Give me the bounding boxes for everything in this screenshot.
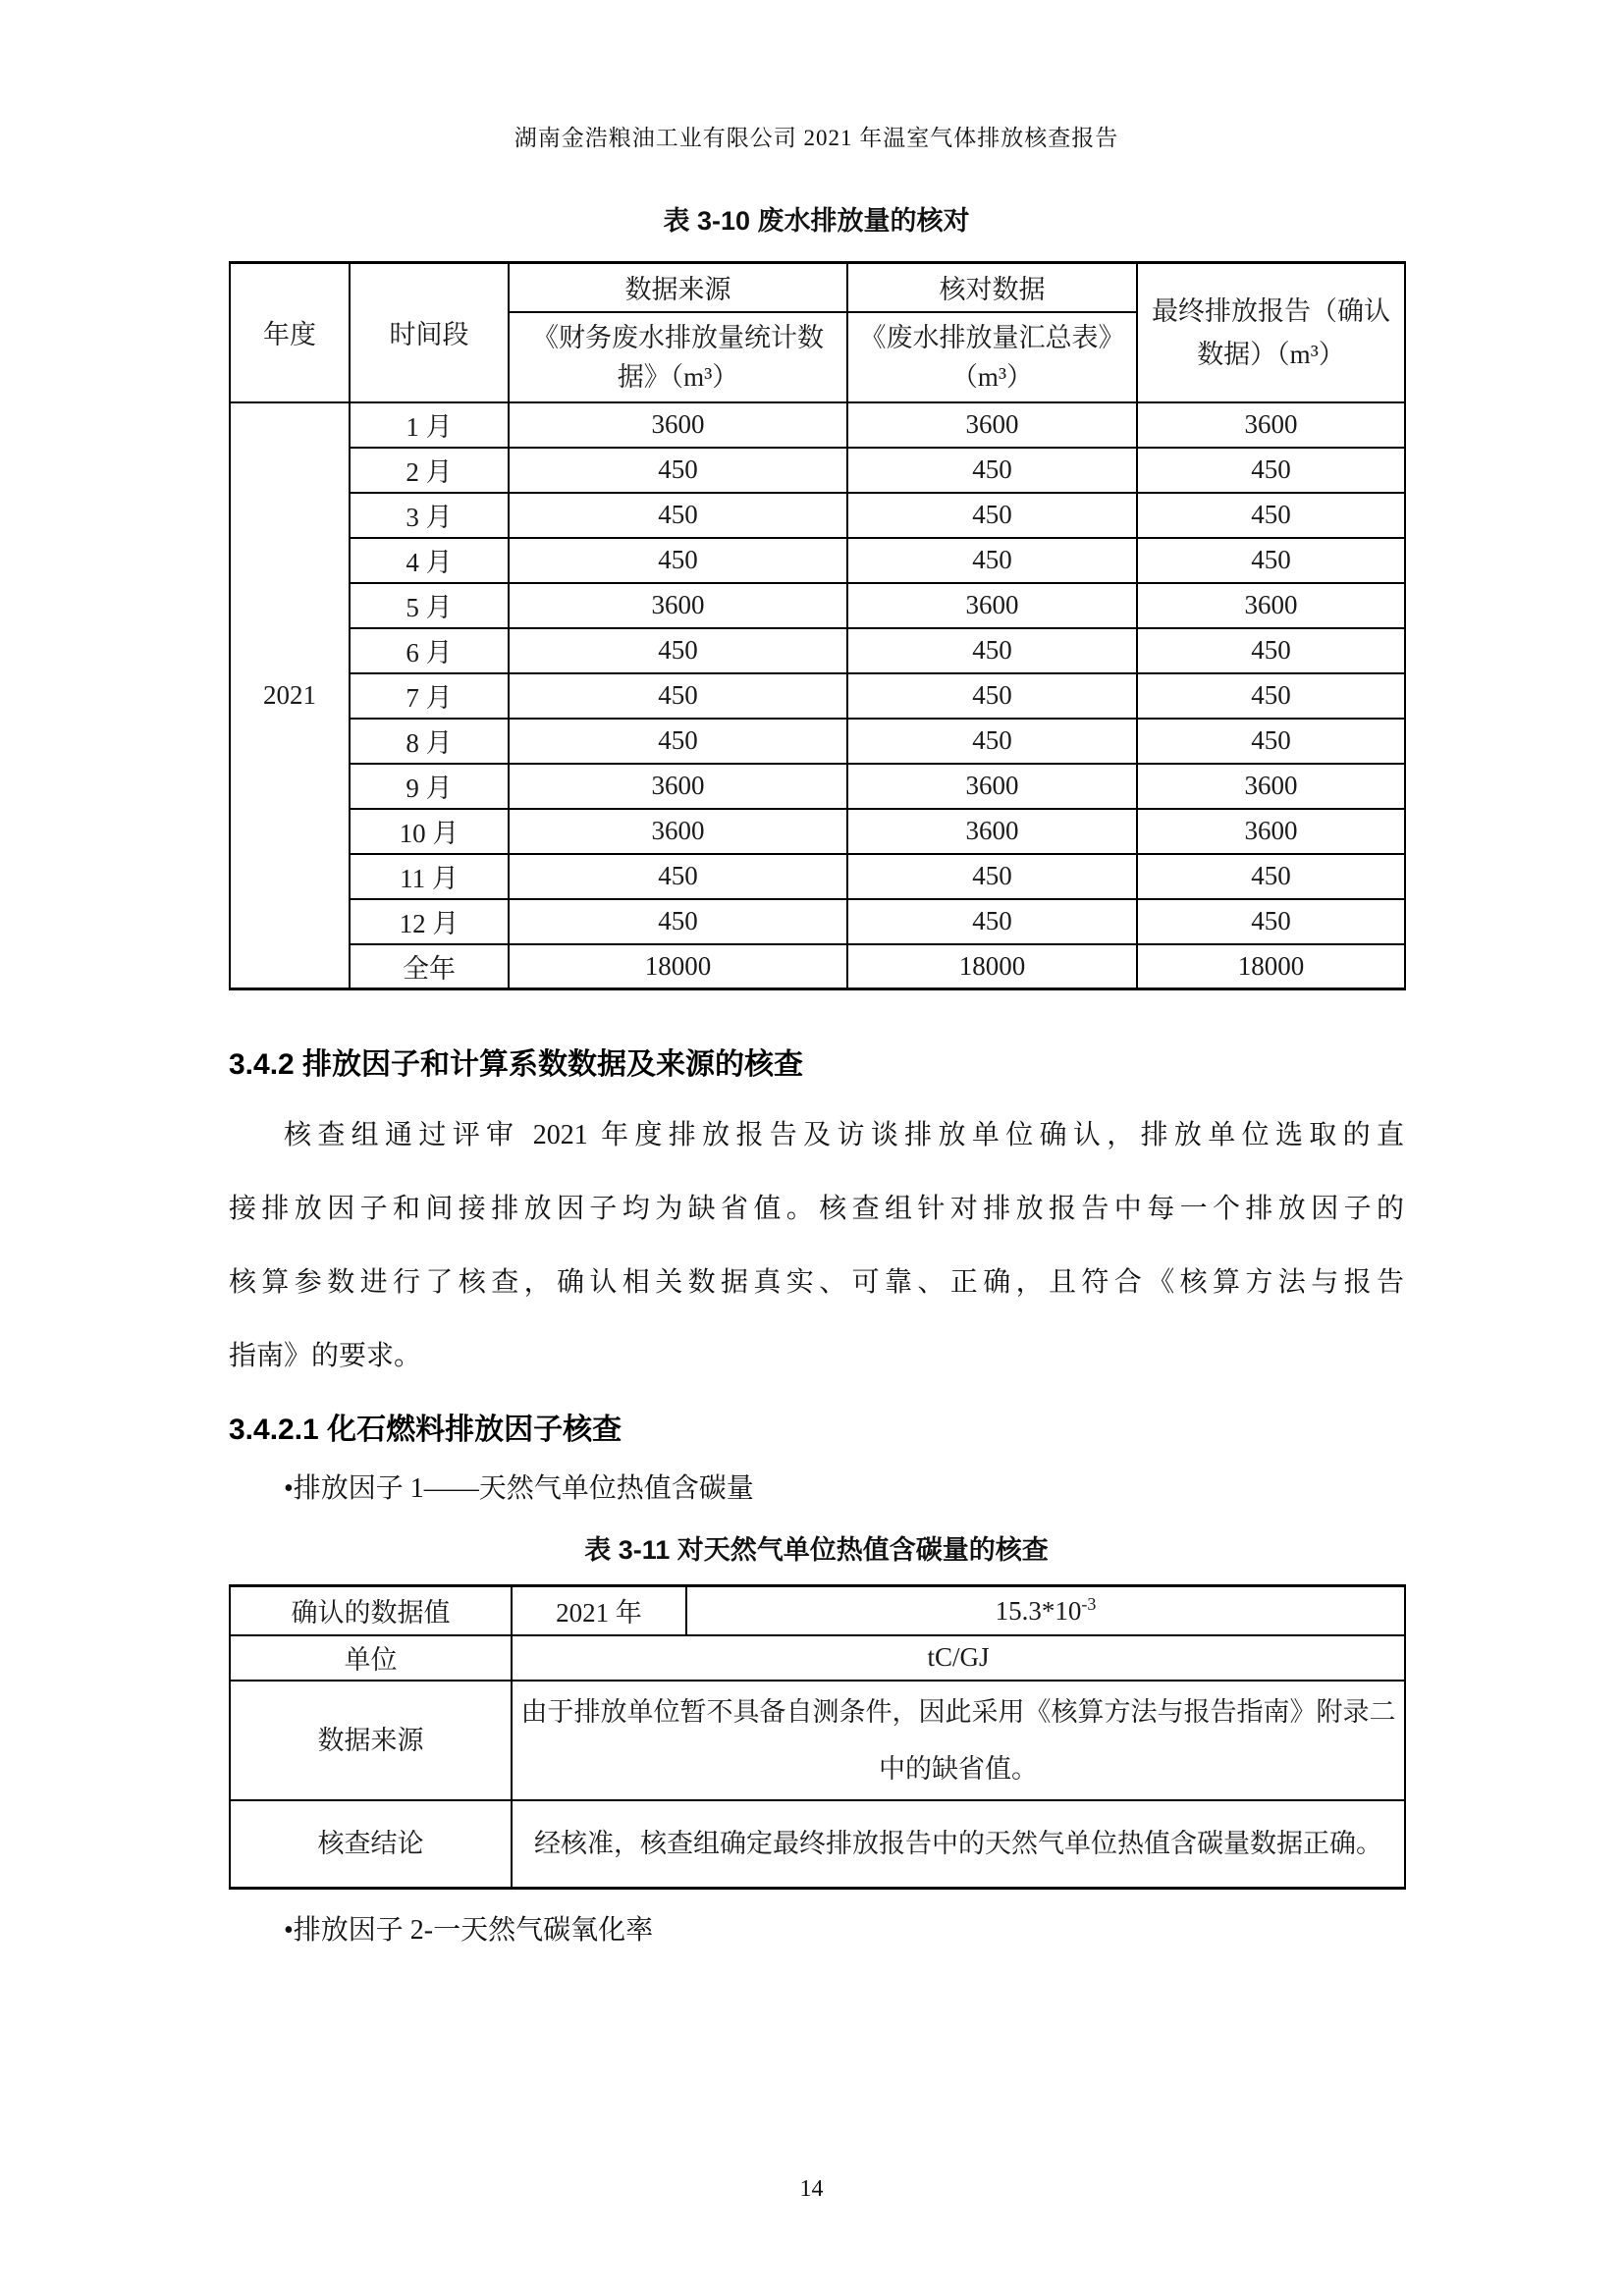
value-cell: 450 xyxy=(509,448,847,493)
table-row xyxy=(230,493,1405,538)
emission-factor-2-bullet: •排放因子 2-一天然气碳氧化率 xyxy=(284,1915,654,1946)
table-row xyxy=(230,854,1405,899)
subheader-check: 《废水排放量汇总表》（m³） xyxy=(847,312,1137,402)
section-3-4-2-heading: 3.4.2 排放因子和计算系数数据及来源的核查 xyxy=(229,1048,804,1081)
period-cell: 5 月 xyxy=(350,583,509,628)
unit-cell: tC/GJ xyxy=(512,1635,1405,1681)
period-cell: 6 月 xyxy=(350,628,509,673)
value-cell: 3600 xyxy=(509,583,847,628)
period-cell: 9 月 xyxy=(350,764,509,809)
value-cell: 3600 xyxy=(1137,402,1405,448)
value-cell: 3600 xyxy=(847,583,1137,628)
value-cell: 450 xyxy=(847,673,1137,719)
value-cell: 450 xyxy=(509,538,847,583)
row-label: 单位 xyxy=(230,1635,512,1681)
value-cell: 450 xyxy=(509,628,847,673)
value-cell: 450 xyxy=(509,493,847,538)
table-row xyxy=(230,448,1405,493)
table-row xyxy=(230,809,1405,854)
data-source-cell: 由于排放单位暂不具备自测条件，因此采用《核算方法与报告指南》附录二中的缺省值。 xyxy=(512,1681,1405,1800)
value-cell: 450 xyxy=(847,493,1137,538)
value-cell: 450 xyxy=(509,673,847,719)
value-cell: 450 xyxy=(1137,719,1405,764)
paragraph-line: 核算参数进行了核查，确认相关数据真实、可靠、正确，且符合《核算方法与报告 xyxy=(229,1267,1404,1298)
table-row xyxy=(230,899,1405,944)
value-cell: 450 xyxy=(847,854,1137,899)
table-row xyxy=(230,628,1405,673)
value-cell: 3600 xyxy=(509,809,847,854)
value-cell: 3600 xyxy=(509,764,847,809)
value-cell: 450 xyxy=(509,719,847,764)
page-number: 14 xyxy=(799,2176,824,2202)
value-cell: 450 xyxy=(847,628,1137,673)
col-header-period: 时间段 xyxy=(350,263,509,402)
period-cell: 12 月 xyxy=(350,899,509,944)
table-row xyxy=(230,402,1405,448)
emission-factor-1-bullet: •排放因子 1——天然气单位热值含碳量 xyxy=(284,1473,754,1504)
period-cell: 3 月 xyxy=(350,493,509,538)
section-3-4-2-paragraph xyxy=(229,1098,1404,1393)
table-row xyxy=(230,764,1405,809)
value-cell: 450 xyxy=(847,719,1137,764)
value-exponent: -3 xyxy=(1081,1594,1097,1615)
row-label: 确认的数据值 xyxy=(230,1586,512,1635)
value-cell: 3600 xyxy=(1137,809,1405,854)
value-cell: 450 xyxy=(1137,673,1405,719)
value-cell: 450 xyxy=(1137,854,1405,899)
table-row xyxy=(230,673,1405,719)
row-label: 数据来源 xyxy=(230,1681,512,1800)
col-header-source: 数据来源 xyxy=(509,263,847,312)
paragraph-line: 指南》的要求。 xyxy=(229,1341,422,1371)
value-cell: 3600 xyxy=(847,809,1137,854)
period-cell: 7 月 xyxy=(350,673,509,719)
col-header-year: 年度 xyxy=(230,263,350,402)
value-cell: 450 xyxy=(1137,628,1405,673)
value-cell: 3600 xyxy=(1137,583,1405,628)
period-cell: 4 月 xyxy=(350,538,509,583)
wastewater-emission-table xyxy=(229,261,1406,990)
value-cell: 450 xyxy=(509,899,847,944)
table-3-10-title: 表 3-10 废水排放量的核对 xyxy=(663,206,970,236)
paragraph-line: 接排放因子和间接排放因子均为缺省值。核查组针对排放报告中每一个排放因子的 xyxy=(229,1194,1404,1224)
value-cell: 18000 xyxy=(509,944,847,989)
paragraph-line: 核查组通过评审 2021 年度排放报告及访谈排放单位确认，排放单位选取的直 xyxy=(284,1120,1404,1150)
period-cell: 11 月 xyxy=(350,854,509,899)
value-base: 15.3*10 xyxy=(995,1596,1082,1627)
table-row xyxy=(230,1800,1405,1889)
table-3-11-title: 表 3-11 对天然气单位热值含碳量的核查 xyxy=(584,1535,1049,1565)
table-row xyxy=(230,1681,1405,1800)
value-cell: 450 xyxy=(1137,538,1405,583)
year-cell: 2021 xyxy=(230,402,350,989)
year-cell: 2021 年 xyxy=(512,1586,686,1635)
conclusion-cell: 经核准，核查组确定最终排放报告中的天然气单位热值含碳量数据正确。 xyxy=(512,1800,1405,1889)
value-cell: 450 xyxy=(1137,448,1405,493)
value-cell: 3600 xyxy=(509,402,847,448)
row-label: 核查结论 xyxy=(230,1800,512,1889)
value-cell: 450 xyxy=(509,854,847,899)
value-cell: 18000 xyxy=(847,944,1137,989)
period-cell: 8 月 xyxy=(350,719,509,764)
section-3-4-2-1-heading: 3.4.2.1 化石燃料排放因子核查 xyxy=(229,1414,622,1446)
value-cell: 450 xyxy=(1137,493,1405,538)
value-cell: 3600 xyxy=(1137,764,1405,809)
table-row xyxy=(230,583,1405,628)
carbon-content-verification-table xyxy=(229,1584,1406,1890)
table-row xyxy=(230,944,1405,989)
period-cell: 2 月 xyxy=(350,448,509,493)
value-cell: 3600 xyxy=(847,402,1137,448)
period-cell: 全年 xyxy=(350,944,509,989)
col-header-check: 核对数据 xyxy=(847,263,1137,312)
value-cell: 3600 xyxy=(847,764,1137,809)
table-row xyxy=(230,1635,1405,1681)
value-cell: 450 xyxy=(847,538,1137,583)
report-header: 湖南金浩粮油工业有限公司 2021 年温室气体排放核查报告 xyxy=(514,126,1119,150)
col-header-final: 最终排放报告（确认数据）（m³） xyxy=(1137,263,1405,402)
table-row xyxy=(230,719,1405,764)
value-cell: 450 xyxy=(847,899,1137,944)
value-cell: 450 xyxy=(1137,899,1405,944)
period-cell: 10 月 xyxy=(350,809,509,854)
table-row xyxy=(230,1586,1405,1635)
subheader-source: 《财务废水排放量统计数据》（m³） xyxy=(509,312,847,402)
table-row xyxy=(230,538,1405,583)
value-cell: 450 xyxy=(847,448,1137,493)
period-cell: 1 月 xyxy=(350,402,509,448)
value-cell: 18000 xyxy=(1137,944,1405,989)
table-header-row-1 xyxy=(230,263,1405,312)
confirmed-value-cell xyxy=(686,1586,1405,1635)
